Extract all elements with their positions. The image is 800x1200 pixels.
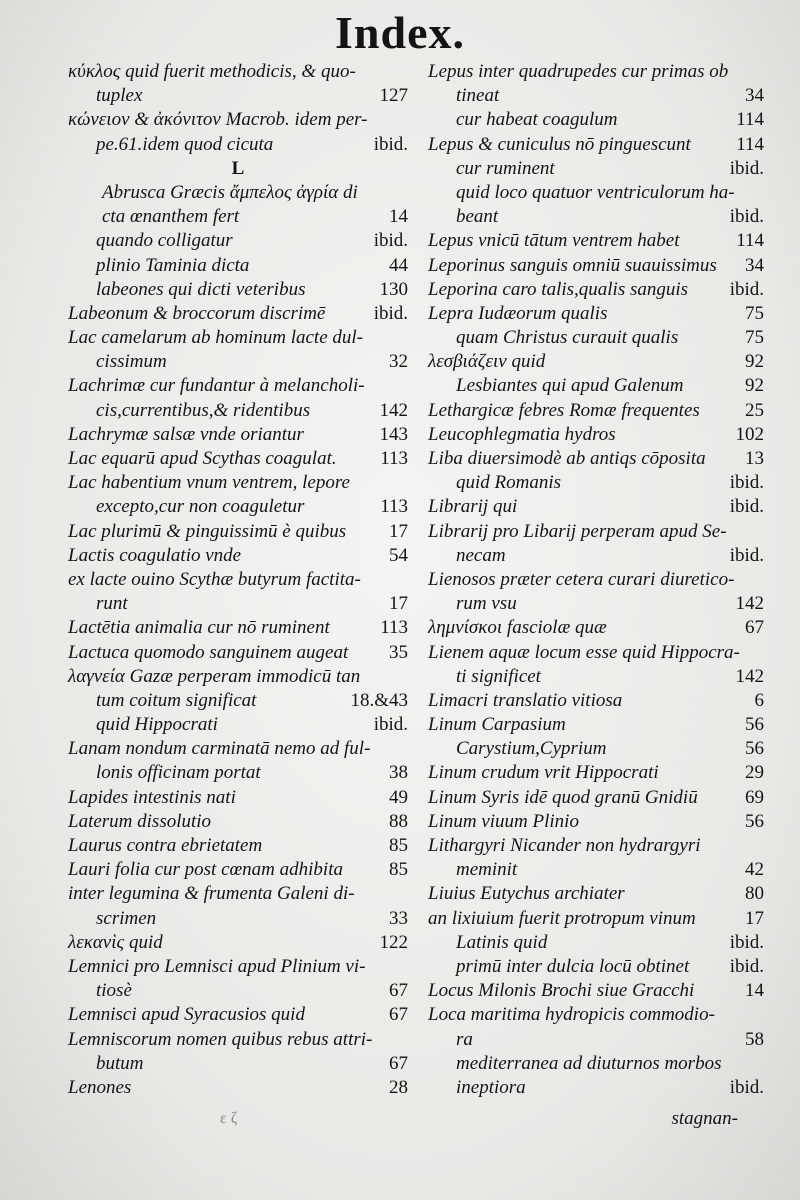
index-entry-page: 67 [389,1052,408,1074]
index-entry-page: ibid. [373,133,408,155]
index-entry [68,399,408,423]
index-entry-text: Linum viuum Plinio [428,810,579,832]
index-entry-text: Leporina caro talis,qualis sanguis [428,278,689,300]
index-entry-text: tuplex [96,85,143,107]
index-entry-page: 113 [380,496,408,518]
index-entry [428,689,764,713]
index-entry-page: 92 [745,351,764,373]
index-entry-page: 17 [389,593,408,615]
index-entry-page: 54 [389,544,408,566]
index-entry-text: Lactuca quomodo sanguinem augeat [68,641,349,663]
index-entry-text: κώνειον & ἀκόνιτον Macrob. idem per- [68,109,368,131]
index-entry [428,157,764,181]
index-entry [68,60,408,84]
index-entry [428,568,764,592]
index-entry-page: 67 [745,617,764,639]
index-entry-text: Liuius Eutychus archiater [428,883,625,905]
index-entry-text: Abrusca Græcis ἄμπελος ἀγρία di [102,181,358,203]
index-entry-page: 56 [745,810,764,832]
index-entry-text: λαγνεία Gazæ perperam immodicū tan [68,665,361,687]
index-entry [68,931,408,955]
index-entry-text: Librarij pro Libarij perperam apud Se- [428,520,727,542]
index-entry-page: 34 [745,85,764,107]
index-entry [68,181,408,205]
index-entry [428,374,764,398]
index-entry-page: ibid. [729,206,764,228]
index-entry-text: Loca maritima hydropicis commodio- [428,1004,715,1026]
index-entry-text: rum vsu [456,593,517,615]
index-entry-page: 85 [389,835,408,856]
index-entry-page: 14 [745,980,764,1002]
index-entry [68,1052,408,1076]
index-entry-page: ibid. [729,1076,764,1098]
index-entry-text: Lepus vnicū tātum ventrem habet [428,230,680,252]
index-entry-page: 56 [745,738,764,760]
index-entry [428,641,764,665]
index-entry-text: tum coitum significat [96,689,257,711]
index-entry-text: Linum Syris idē quod granū Gnidiū [428,786,698,808]
index-entry-text: primū inter dulcia locū obtinet [456,955,690,977]
index-entry-page: 67 [389,1004,408,1026]
index-entry-page: 28 [389,1076,408,1098]
index-entry-text: Laurus contra ebrietatem [68,835,263,856]
index-entry-page: ibid. [729,496,764,518]
index-entry [428,761,764,785]
index-entry-text: quid loco quatuor ventriculorum ha- [456,181,735,203]
index-entry-text: Leporinus sanguis omniū suauissimus [428,254,717,276]
index-entry [68,616,408,640]
index-entry [68,641,408,665]
index-entry [68,278,408,302]
index-entry-page: ibid. [373,714,408,736]
index-entry [68,737,408,761]
index-entry [428,592,764,616]
index-column-left [68,60,408,1100]
index-entry-page: 143 [379,423,408,445]
index-entry [428,907,764,931]
index-entry-page: ibid. [729,472,764,494]
index-entry-text: L [231,157,245,179]
index-entry [428,84,764,108]
index-entry-text: Lenones [68,1076,132,1098]
index-entry-text: cissimum [96,351,167,373]
index-entry [68,302,408,326]
index-entry [428,1076,764,1100]
index-entry-text: mediterranea ad diuturnos morbos [456,1052,722,1074]
index-entry [68,907,408,931]
index-entry-text: λεκανὶς quid [68,931,163,953]
index-entry [68,665,408,689]
index-entry [428,399,764,423]
index-entry-page: 69 [745,786,764,808]
index-entry [428,931,764,955]
index-entry [68,133,408,157]
index-entry-page: 6 [754,689,764,711]
index-entry-page: 75 [745,327,764,349]
index-entry-text: beant [456,206,499,228]
index-entry [428,858,764,882]
index-entry-text: Lactētia animalia cur nō ruminent [68,617,330,639]
index-entry [428,133,764,157]
index-entry-page: 49 [389,786,408,808]
index-entry [68,834,408,858]
index-entry-text: Lienosos præter cetera curari diuretico- [428,568,735,590]
index-entry-page: 35 [389,641,408,663]
index-entry-page: 67 [389,980,408,1002]
index-entry-page: 113 [380,448,408,469]
index-entry-page: 80 [745,883,764,905]
index-entry [428,254,764,278]
index-entry-page: 88 [389,810,408,832]
index-entry-text: cur habeat coagulum [456,109,618,131]
index-entry-page: 142 [735,665,764,687]
index-entry [428,495,764,519]
index-entry-page: 17 [389,520,408,542]
index-entry-text: ti significet [456,665,541,687]
index-entry-text: runt [96,593,128,615]
index-entry-text: Lauri folia cur post cœnam adhibita [68,859,343,881]
index-entry-text: pe.61.idem quod cicuta [96,133,274,155]
index-entry [68,544,408,568]
index-entry-text: necam [456,544,506,566]
index-entry-text: λημνίσκοι fasciolæ quæ [428,617,607,639]
index-entry [428,302,764,326]
index-entry [68,713,408,737]
index-entry [428,786,764,810]
signature-mark: ε ζ [220,1110,238,1127]
index-entry-page: ibid. [729,278,764,300]
index-entry-text: Lac camelarum ab hominum lacte dul- [68,327,363,349]
page-header: Index. [335,7,465,58]
index-entry-text: meminit [456,859,518,881]
index-entry [68,979,408,1003]
index-entry-page: ibid. [729,157,764,179]
index-entry-page: ibid. [373,230,408,252]
index-entry [68,1028,408,1052]
index-entry [68,858,408,882]
index-entry [428,471,764,495]
index-entry-text: an lixiuium fuerit protropum vinum [428,907,696,929]
index-entry-text: cis,currentibus,& ridentibus [96,399,311,421]
index-entry-text: Lemnisci apud Syracusios quid [68,1004,305,1026]
index-entry [68,810,408,834]
index-entry-page: 13 [745,448,764,469]
index-entry [68,205,408,229]
index-entry-text: Lactis coagulatio vnde [68,544,242,566]
index-entry [428,979,764,1003]
index-entry [428,1052,764,1076]
index-entry-page: 114 [736,109,764,131]
index-entry-page: 142 [379,399,408,421]
index-entry-text: Lienem aquæ locum esse quid Hippocra- [428,641,740,663]
index-entry-page: 44 [389,254,408,276]
index-entry [68,1003,408,1027]
index-entry [68,108,408,132]
index-entry [428,544,764,568]
index-entry-page: 38 [389,762,408,784]
index-entry-page: 114 [736,133,764,155]
index-entry-page: 42 [745,859,764,881]
index-entry-text: Lac habentium vnum ventrem, lepore [68,472,350,494]
index-entry-text: Locus Milonis Brochi siue Gracchi [428,980,695,1002]
index-entry-page: ibid. [729,931,764,953]
index-entry [68,786,408,810]
index-entry-text: Limacri translatio vitiosa [428,689,623,711]
index-entry-text: Lac plurimū & pinguissimū è quibus [68,520,347,542]
index-entry-text: Lepra Iudæorum qualis [428,302,608,324]
index-entry-page: ibid. [729,955,764,977]
index-entry-text: labeones qui dicti veteribus [96,278,306,300]
index-entry-text: Lac equarū apud Scythas coagulat. [68,448,337,469]
index-entry-text: Lepus inter quadrupedes cur primas ob [428,61,729,82]
index-entry-text: κύκλος quid fuerit methodicis, & quo- [68,61,356,82]
index-entry [428,350,764,374]
index-entry [68,229,408,253]
index-entry-text: Lemnici pro Lemnisci apud Plinium vi- [68,955,366,977]
index-entry-text: Labeonum & broccorum discrimē [68,302,326,324]
index-entry-text: Lesbiantes qui apud Galenum [456,375,684,397]
index-entry [68,955,408,979]
index-entry [428,1028,764,1052]
index-entry [428,60,764,84]
index-entry [428,423,764,447]
index-entry-text: Lanam nondum carminatā nemo ad ful- [68,738,371,760]
index-entry [428,665,764,689]
index-entry-text: butum [96,1052,144,1074]
index-entry-page: 113 [380,617,408,639]
index-entry-text: cur ruminent [456,157,555,179]
index-entry [68,882,408,906]
index-entry-text: ex lacte ouino Scythæ butyrum factita- [68,568,361,590]
index-entry [68,254,408,278]
index-entry [428,616,764,640]
index-entry-page: 75 [745,302,764,324]
index-entry-text: tiosè [96,980,132,1002]
index-entry [68,423,408,447]
index-entry-text: Lepus & cuniculus nō pinguescunt [428,133,691,155]
index-entry [428,181,764,205]
index-entry-text: ra [456,1028,473,1050]
index-entry-page: 34 [745,254,764,276]
index-entry-text: lonis officinam portat [96,762,261,784]
index-entry-text: Lapides intestinis nati [68,786,236,808]
index-entry [68,350,408,374]
index-entry-text: Laterum dissolutio [68,810,212,832]
index-entry-page: 58 [745,1028,764,1050]
index-entry-text: Librarij qui [428,496,518,518]
index-entry [68,84,408,108]
index-column-right [428,60,764,1100]
index-entry-text: Leucophlegmatia hydros [428,423,616,445]
index-entry-page: 14 [389,206,408,228]
index-entry-page: 85 [389,859,408,881]
index-entry-text: inter legumina & frumenta Galeni di- [68,883,355,905]
index-entry-text: Lachrimæ cur fundantur à melancholi- [68,375,365,397]
index-entry-page: 56 [745,714,764,736]
index-entry [68,157,408,181]
index-entry-text: excepto,cur non coaguletur [96,496,305,518]
index-entry [428,278,764,302]
index-entry-text: plinio Taminia dicta [96,254,250,276]
index-entry-page: ibid. [373,302,408,324]
index-entry-page: 32 [389,351,408,373]
index-entry [68,689,408,713]
index-entry-text: Carystium,Cyprium [456,738,607,760]
index-entry-text: cta œnanthem fert [102,206,240,228]
index-entry-text: Latinis quid [456,931,548,953]
index-entry-page: 127 [379,85,408,107]
index-entry-page: ibid. [729,544,764,566]
index-entry [428,108,764,132]
index-entry [68,471,408,495]
index-entry [68,568,408,592]
index-entry-text: quando colligatur [96,230,233,252]
index-entry [68,326,408,350]
index-entry [428,447,764,471]
index-entry-page: 122 [379,931,408,953]
index-entry-text: Linum Carpasium [428,714,566,736]
index-entry-page: 130 [379,278,408,300]
index-entry-text: scrimen [96,907,157,929]
index-entry [68,374,408,398]
index-entry [68,520,408,544]
catchword: stagnan- [671,1108,738,1129]
index-entry-text: Linum crudum vrit Hippocrati [428,762,659,784]
index-entry [68,495,408,519]
index-entry-text: ineptiora [456,1076,526,1098]
index-entry [428,955,764,979]
index-entry [68,447,408,471]
index-entry [428,520,764,544]
index-entry [68,592,408,616]
index-entry [428,205,764,229]
index-entry-page: 29 [745,762,764,784]
index-entry-text: quid Hippocrati [96,714,218,736]
index-entry [428,229,764,253]
index-entry [428,1003,764,1027]
index-entry-text: tineat [456,85,500,107]
index-entry [68,761,408,785]
index-entry-page: 92 [745,375,764,397]
index-entry-text: Lethargicæ febres Romæ frequentes [428,399,700,421]
index-entry-page: 25 [745,399,764,421]
index-entry [428,326,764,350]
index-entry [428,713,764,737]
index-entry [428,834,764,858]
index-entry-text: quam Christus curauit qualis [456,327,679,349]
index-entry [428,810,764,834]
index-entry-text: quid Romanis [456,472,562,494]
index-entry-page: 17 [745,907,764,929]
index-entry-page: 114 [736,230,764,252]
index-entry-page: 18.&43 [350,689,408,711]
index-entry-text: Lithargyri Nicander non hydrargyri [428,835,701,856]
index-entry-text: Lemniscorum nomen quibus rebus attri- [68,1028,373,1050]
index-entry [428,882,764,906]
index-entry-page: 102 [735,423,764,445]
index-entry-page: 33 [389,907,408,929]
index-entry-text: Liba diuersimodè ab antiqs cōposita [428,448,706,469]
index-entry-page: 142 [735,593,764,615]
index-entry [68,1076,408,1100]
index-entry-text: λεσβιάζειν quid [428,351,546,373]
index-entry [428,737,764,761]
index-entry-text: Lachrymæ salsæ vnde oriantur [68,423,304,445]
